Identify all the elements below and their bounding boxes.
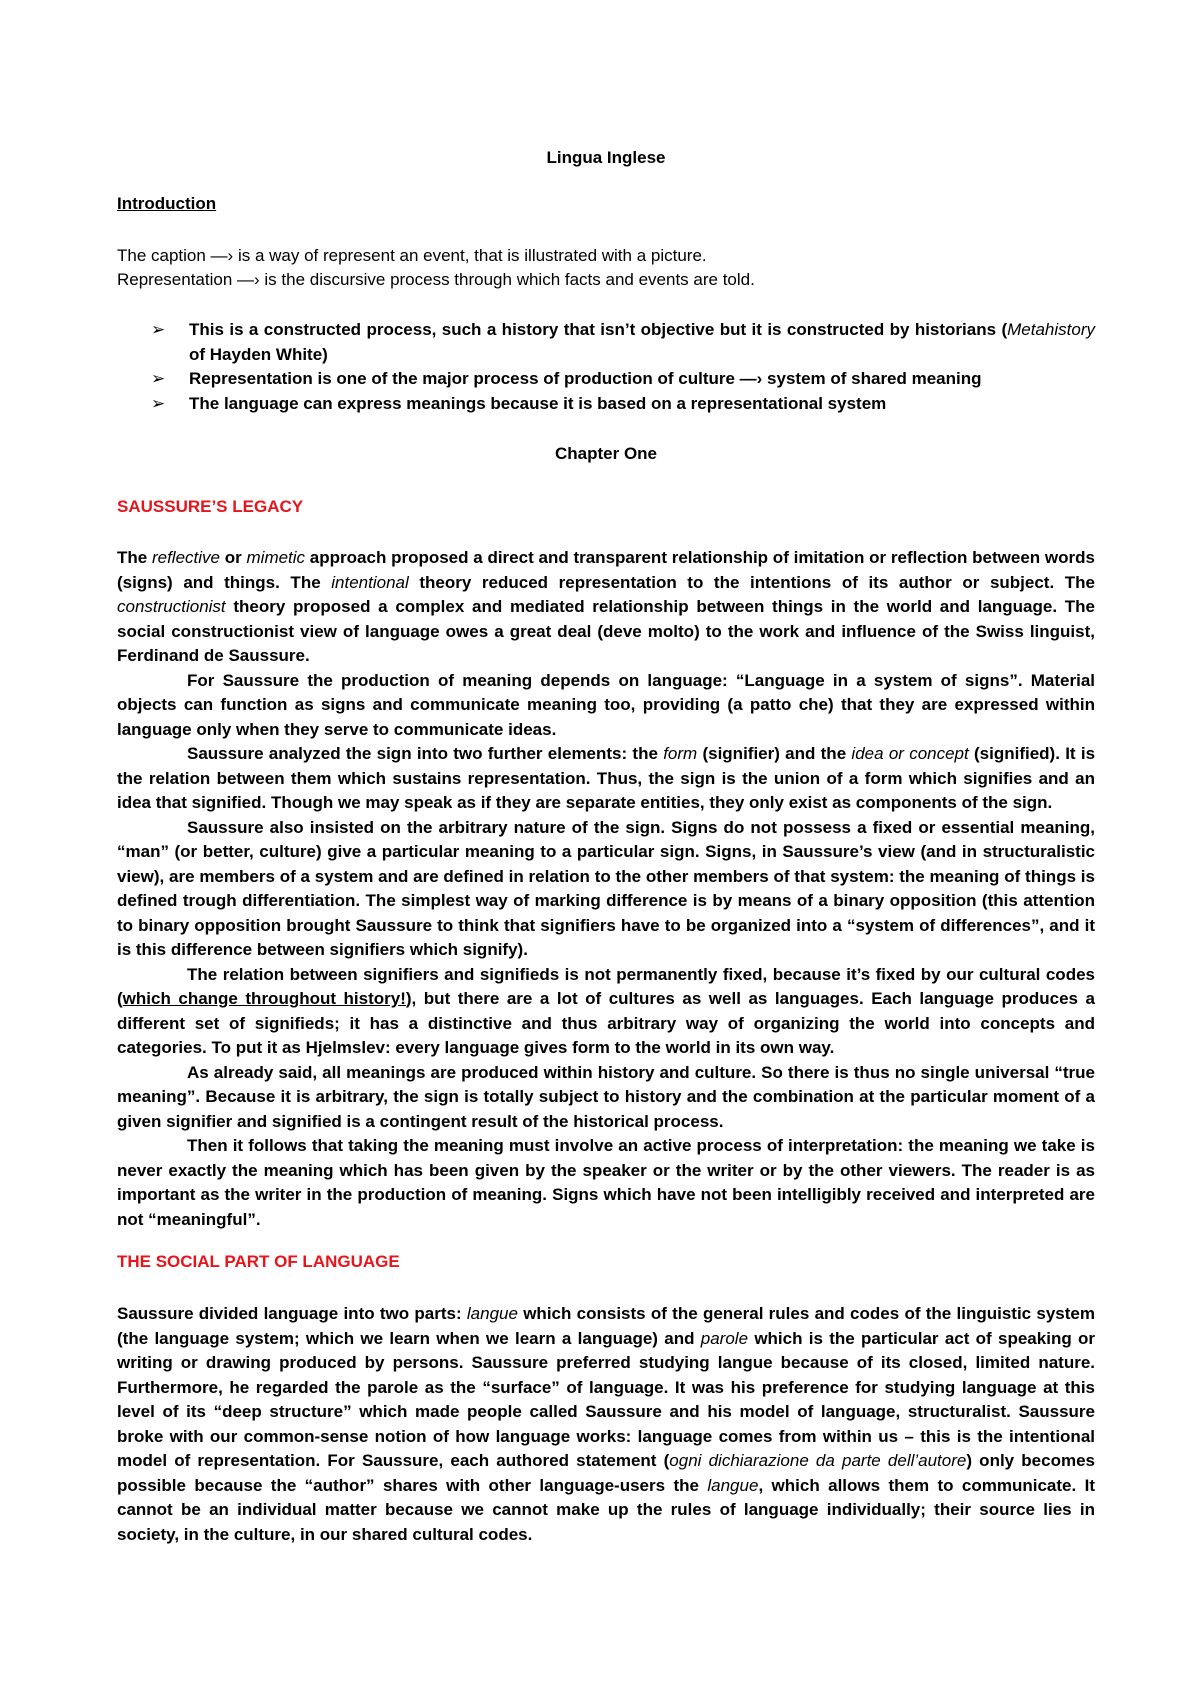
paragraph: Saussure divided language into two parts: langue which consists of the general rules and codes of the linguistic system (the language system; which we learn when we learn a language) and parole which is the particular act of speaking or writing or drawing produced by persons. Saussure preferred studying langue because of its closed, limited nature. Furthermore, he regarded the parole as the “surface” of language. It was his preference for studying language at this level of its “deep structure” which made people called Saussure and his model of language, structuralist. Saussure broke with our common-sense notion of how language works: language comes from within us – this is the intentional model of representation. For Saussure, each authored statement (ogni dichiarazione da parte dell’autore) only becomes possible because the “author” shares with other language-users the langue, which allows them to communicate. It cannot be an individual matter because we cannot make up the rules of language individually; their source lies in society, in the culture, in our shared cultural codes.	[117, 1304, 1096, 1544]
caption-definition: The caption —› is a way of represent an event, that is illustrated with a picture.	[117, 246, 707, 265]
section-body-social-part	[117, 1302, 1095, 1547]
paragraph: As already said, all meanings are produced within history and culture. So there is thus no single universal “true meaning”. Because it is arbitrary, the sign is totally subject to history and the combination at the particular moment of a given signifier and signified is a contingent result of the historical process.	[117, 1062, 1095, 1131]
paragraph: Saussure also insisted on the arbitrary nature of the sign. Signs do not possess a fixed or essential meaning, “man” (or better, culture) give a particular meaning to a particular sign. Signs, in Saussure’s view (and in structuralistic view), are members of a system and are defined in relation to the other members of that system: the meaning of things is defined trough differentiation. The simplest way of marking difference is by means of a binary opposition (this attention to binary opposition brought Saussure to think that signifiers have to be organized into a “system of differences”, and it is this difference between signifiers which signify).	[117, 817, 1095, 959]
arrow-bullet-icon: ➢	[151, 393, 166, 413]
bullet-item: ➢ This is a constructed process, such a history that isn’t objective but it is constructed by historians (Metahistory of Hayden White)	[151, 320, 1095, 364]
paragraph: The relation between signifiers and signifieds is not permanently fixed, because it’s fixed by our cultural codes (which change throughout history!), but there are a lot of cultures as well as languages. Each language produces a different set of signifieds; it has a distinctive and thus arbitrary way of organizing the world into concepts and categories. To put it as Hjelmslev: every language gives form to the world in its own way.	[117, 964, 1095, 1057]
introduction-bullet-list	[117, 318, 1095, 416]
arrow-bullet-icon: ➢	[151, 320, 166, 339]
section-heading-saussures-legacy: SAUSSURE’S LEGACY	[117, 497, 304, 516]
bullet-item: ➢ Representation is one of the major process of production of culture —› system of shared meaning	[117, 367, 1095, 392]
paragraph: For Saussure the production of meaning depends on language: “Language in a system of signs”. Material objects can function as signs and communicate meaning too, providing (a patto che) that they are expressed within language only when they serve to communicate ideas.	[117, 670, 1095, 739]
introduction-heading: Introduction	[117, 194, 217, 213]
chapter-heading: Chapter One	[554, 444, 658, 463]
paragraph: Saussure analyzed the sign into two further elements: the form (signifier) and the idea or concept (signified). It is the relation between them which sustains representation. Thus, the sign is the union of a form which signifies and an idea that signified. Though we may speak as if they are separate entities, they only exist as components of the sign.	[117, 744, 1096, 812]
paragraph: Then it follows that taking the meaning must involve an active process of interpretation: the meaning we take is never exactly the meaning which has been given by the speaker or the writer or by the other viewers. The reader is as important as the writer in the production of meaning. Signs which have not been intelligibly received and interpreted are not “meaningful”.	[117, 1136, 1095, 1229]
paragraph: The reflective or mimetic approach proposed a direct and transparent relationship of imitation or reflection between words (signs) and things. The intentional theory reduced representation to the intentions of its author or subject. The constructionist theory proposed a complex and mediated relationship between things in the world and language. The social constructionist view of language owes a great deal (deve molto) to the work and influence of the Swiss linguist, Ferdinand de Saussure.	[117, 548, 1096, 665]
section-body-saussures-legacy	[117, 546, 1095, 1232]
representation-definition: Representation —› is the discursive process through which facts and events are told.	[117, 270, 755, 289]
arrow-bullet-icon: ➢	[151, 369, 166, 388]
underlined-phrase: which change throughout history!	[122, 989, 406, 1008]
document-title: Lingua Inglese	[546, 148, 666, 167]
section-heading-social-part: THE SOCIAL PART OF LANGUAGE	[117, 1252, 400, 1271]
bullet-item: ➢ The language can express meanings because it is based on a representational system	[117, 392, 1095, 417]
